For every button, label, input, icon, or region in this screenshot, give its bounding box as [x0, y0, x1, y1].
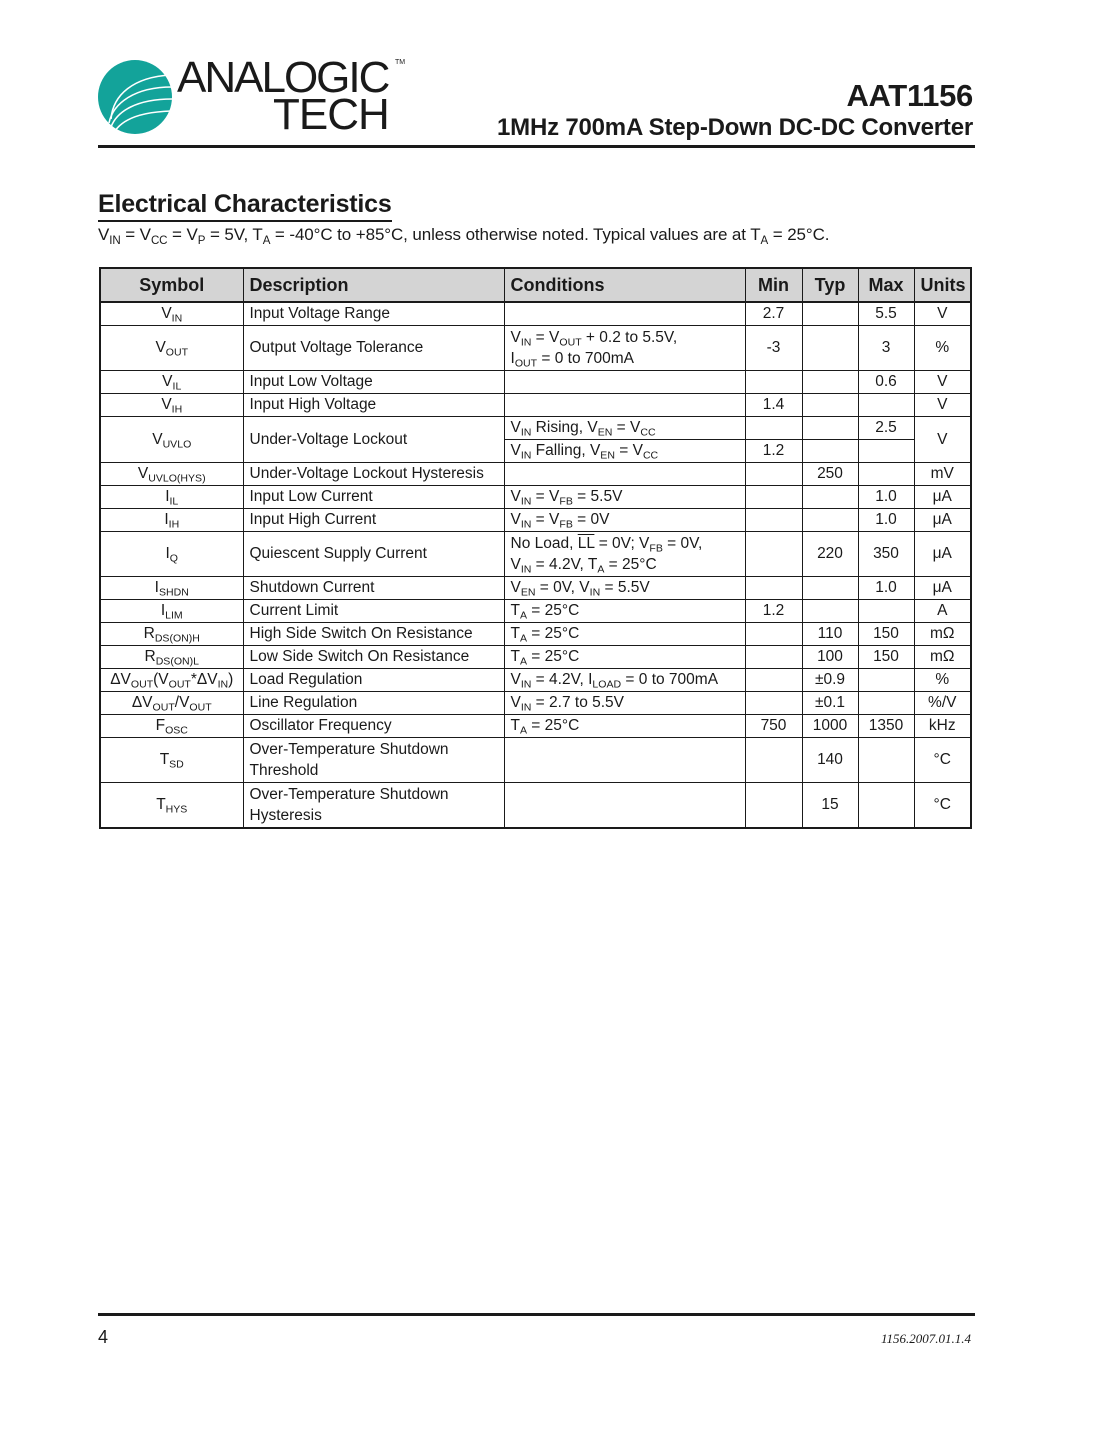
units-cell: V — [914, 371, 971, 394]
conditions-cell: $T_A = 25^\circ C$ — [504, 623, 745, 646]
table-row — [100, 692, 971, 715]
units-cell: A — [914, 600, 971, 623]
table-row — [100, 394, 971, 417]
units-cell: μA — [914, 486, 971, 509]
typ-cell — [802, 417, 858, 440]
table-row — [100, 417, 971, 440]
header-min: Min — [745, 268, 802, 302]
description-cell: Quiescent Supply Current — [243, 532, 504, 577]
description-cell: Input High Voltage — [243, 394, 504, 417]
table-row — [100, 532, 971, 577]
description-cell: Output Voltage Tolerance — [243, 326, 504, 371]
min-cell — [745, 371, 802, 394]
units-cell: V — [914, 394, 971, 417]
typ-cell: 1000 — [802, 715, 858, 738]
units-cell: °C — [914, 783, 971, 828]
min-cell: 750 — [745, 715, 802, 738]
min-cell: 1.4 — [745, 394, 802, 417]
conditions-cell: $V_{EN} = 0V$, $V_{IN} = 5.5V$ — [504, 577, 745, 600]
max-cell: 1.0 — [858, 509, 914, 532]
max-cell — [858, 692, 914, 715]
header-typ: Typ — [802, 268, 858, 302]
conditions-cell: $V_{IN} = V_{OUT} + 0.2$ to 5.5V, $I_{OUT} = 0$ to 700mA — [504, 326, 745, 371]
header-description: Description — [243, 268, 504, 302]
min-cell — [745, 532, 802, 577]
typ-cell: 220 — [802, 532, 858, 577]
electrical-characteristics-table — [99, 267, 972, 829]
description-cell: Under-Voltage Lockout — [243, 417, 504, 463]
description-cell: Over-Temperature Shutdown Threshold — [243, 738, 504, 783]
description-cell: Under-Voltage Lockout Hysteresis — [243, 463, 504, 486]
units-cell: V — [914, 302, 971, 326]
max-cell — [858, 440, 914, 463]
description-cell: Input Low Voltage — [243, 371, 504, 394]
description-cell: Input Voltage Range — [243, 302, 504, 326]
units-cell: mΩ — [914, 646, 971, 669]
symbol-cell: $I_{IL}$ — [100, 486, 243, 509]
symbol-cell: $T_{SD}$ — [100, 738, 243, 783]
min-cell — [745, 509, 802, 532]
table-row — [100, 646, 971, 669]
conditions-cell — [504, 302, 745, 326]
symbol-cell: $V_{UVLO}$ — [100, 417, 243, 463]
units-cell: mΩ — [914, 623, 971, 646]
symbol-cell: $\Delta V_{OUT}(V_{OUT}*\Delta V_{IN})$ — [100, 669, 243, 692]
conditions-cell — [504, 394, 745, 417]
typ-cell — [802, 326, 858, 371]
header-symbol: Symbol — [100, 268, 243, 302]
typ-cell — [802, 371, 858, 394]
typ-cell — [802, 394, 858, 417]
conditions-cell: $V_{IN} = 2.7$ to 5.5V — [504, 692, 745, 715]
conditions-cell — [504, 783, 745, 828]
table-row — [100, 326, 971, 371]
symbol-cell: $I_{SHDN}$ — [100, 577, 243, 600]
max-cell — [858, 783, 914, 828]
min-cell — [745, 623, 802, 646]
conditions-cell: $T_A = 25^\circ C$ — [504, 715, 745, 738]
units-cell: μA — [914, 577, 971, 600]
header-divider — [98, 145, 975, 148]
test-conditions-note: $V_{IN} = V_{CC} = V_P = 5V$, $T_A = -40^\circ C$ to +85°C, unless otherwise noted. Typical values are at $T_A = 25^\circ C$. — [98, 225, 830, 248]
table-row — [100, 486, 971, 509]
symbol-cell: $I_{LIM}$ — [100, 600, 243, 623]
max-cell: 3 — [858, 326, 914, 371]
symbol-cell: $V_{UVLO(HYS)}$ — [100, 463, 243, 486]
min-cell — [745, 463, 802, 486]
logo-wordmark-tech: TECH — [273, 90, 389, 139]
typ-cell — [802, 486, 858, 509]
min-cell: -3 — [745, 326, 802, 371]
symbol-cell: $I_{IH}$ — [100, 509, 243, 532]
max-cell: 150 — [858, 646, 914, 669]
section-title: Electrical Characteristics — [98, 190, 392, 222]
header-max: Max — [858, 268, 914, 302]
symbol-cell: $R_{DS(ON)L}$ — [100, 646, 243, 669]
min-cell — [745, 783, 802, 828]
units-cell: % — [914, 326, 971, 371]
table-row — [100, 509, 971, 532]
table-row — [100, 371, 971, 394]
footer-divider — [98, 1313, 975, 1316]
units-cell: mV — [914, 463, 971, 486]
description-cell: Input Low Current — [243, 486, 504, 509]
table-row — [100, 783, 971, 828]
conditions-cell: $V_{IN} = V_{FB} = 0V$ — [504, 509, 745, 532]
conditions-cell — [504, 738, 745, 783]
min-cell — [745, 692, 802, 715]
typ-cell — [802, 577, 858, 600]
table-row — [100, 302, 971, 326]
max-cell: 5.5 — [858, 302, 914, 326]
description-cell: High Side Switch On Resistance — [243, 623, 504, 646]
min-cell: 1.2 — [745, 440, 802, 463]
max-cell: 1.0 — [858, 577, 914, 600]
conditions-cell: $V_{IN}$ Rising, $V_{EN} = V_{CC}$ — [504, 417, 745, 440]
max-cell: 1.0 — [858, 486, 914, 509]
part-number: AAT1156 — [846, 78, 973, 113]
conditions-cell: $T_A = 25^\circ C$ — [504, 600, 745, 623]
min-cell — [745, 738, 802, 783]
max-cell: 2.5 — [858, 417, 914, 440]
table-row — [100, 577, 971, 600]
max-cell — [858, 738, 914, 783]
symbol-cell: $T_{HYS}$ — [100, 783, 243, 828]
description-cell: Shutdown Current — [243, 577, 504, 600]
table-row — [100, 600, 971, 623]
document-code: 1156.2007.01.1.4 — [880, 1331, 971, 1346]
table-row — [100, 738, 971, 783]
header-units: Units — [914, 268, 971, 302]
max-cell: 1350 — [858, 715, 914, 738]
min-cell — [745, 646, 802, 669]
logo-globe-icon — [97, 59, 173, 135]
symbol-cell: $F_{OSC}$ — [100, 715, 243, 738]
header-conditions: Conditions — [504, 268, 745, 302]
symbol-cell: $\Delta V_{OUT}/V_{OUT}$ — [100, 692, 243, 715]
typ-cell: 250 — [802, 463, 858, 486]
typ-cell — [802, 600, 858, 623]
page-number: 4 — [98, 1327, 109, 1347]
document-title: 1MHz 700mA Step-Down DC-DC Converter — [497, 114, 973, 141]
symbol-cell: $R_{DS(ON)H}$ — [100, 623, 243, 646]
conditions-cell: $T_A = 25^\circ C$ — [504, 646, 745, 669]
units-cell: %/V — [914, 692, 971, 715]
min-cell: 2.7 — [745, 302, 802, 326]
max-cell: 0.6 — [858, 371, 914, 394]
description-cell: Line Regulation — [243, 692, 504, 715]
company-logo — [97, 53, 407, 139]
typ-cell: 15 — [802, 783, 858, 828]
description-cell: Over-Temperature Shutdown Hysteresis — [243, 783, 504, 828]
units-cell: V — [914, 417, 971, 463]
typ-cell: 110 — [802, 623, 858, 646]
units-cell: % — [914, 669, 971, 692]
trademark-mark: TM — [395, 59, 406, 66]
table-row — [100, 463, 971, 486]
max-cell: 150 — [858, 623, 914, 646]
table-row — [100, 715, 971, 738]
symbol-cell: $V_{IN}$ — [100, 302, 243, 326]
table-row — [100, 623, 971, 646]
min-cell — [745, 577, 802, 600]
description-cell: Oscillator Frequency — [243, 715, 504, 738]
typ-cell: 100 — [802, 646, 858, 669]
description-cell: Low Side Switch On Resistance — [243, 646, 504, 669]
units-cell: °C — [914, 738, 971, 783]
max-cell — [858, 394, 914, 417]
max-cell: 350 — [858, 532, 914, 577]
units-cell: μA — [914, 509, 971, 532]
symbol-cell: $I_Q$ — [100, 532, 243, 577]
description-cell: Load Regulation — [243, 669, 504, 692]
conditions-cell — [504, 371, 745, 394]
typ-cell — [802, 302, 858, 326]
description-cell: Input High Current — [243, 509, 504, 532]
min-cell — [745, 486, 802, 509]
typ-cell: 140 — [802, 738, 858, 783]
symbol-cell: $V_{OUT}$ — [100, 326, 243, 371]
max-cell — [858, 600, 914, 623]
typ-cell — [802, 509, 858, 532]
max-cell — [858, 463, 914, 486]
min-cell: 1.2 — [745, 600, 802, 623]
logo-wordmark-analogic: ANALOGIC — [177, 53, 389, 102]
conditions-cell: $V_{IN} = V_{FB} = 5.5V$ — [504, 486, 745, 509]
max-cell — [858, 669, 914, 692]
typ-cell: ±0.9 — [802, 669, 858, 692]
units-cell: kHz — [914, 715, 971, 738]
table-row — [100, 669, 971, 692]
symbol-cell: $V_{IH}$ — [100, 394, 243, 417]
min-cell — [745, 417, 802, 440]
conditions-cell — [504, 463, 745, 486]
symbol-cell: $V_{IL}$ — [100, 371, 243, 394]
typ-cell: ±0.1 — [802, 692, 858, 715]
typ-cell — [802, 440, 858, 463]
conditions-cell: No Load, $\overline{LL} = 0V$; $V_{FB} = 0V$, $V_{IN} = 4.2V$, $T_A = 25^\circ C$ — [504, 532, 745, 577]
description-cell: Current Limit — [243, 600, 504, 623]
min-cell — [745, 669, 802, 692]
units-cell: μA — [914, 532, 971, 577]
table-header-row — [100, 268, 971, 302]
conditions-cell: $V_{IN} = 4.2V$, $I_{LOAD} = 0$ to 700mA — [504, 669, 745, 692]
conditions-cell: $V_{IN}$ Falling, $V_{EN} = V_{CC}$ — [504, 440, 745, 463]
